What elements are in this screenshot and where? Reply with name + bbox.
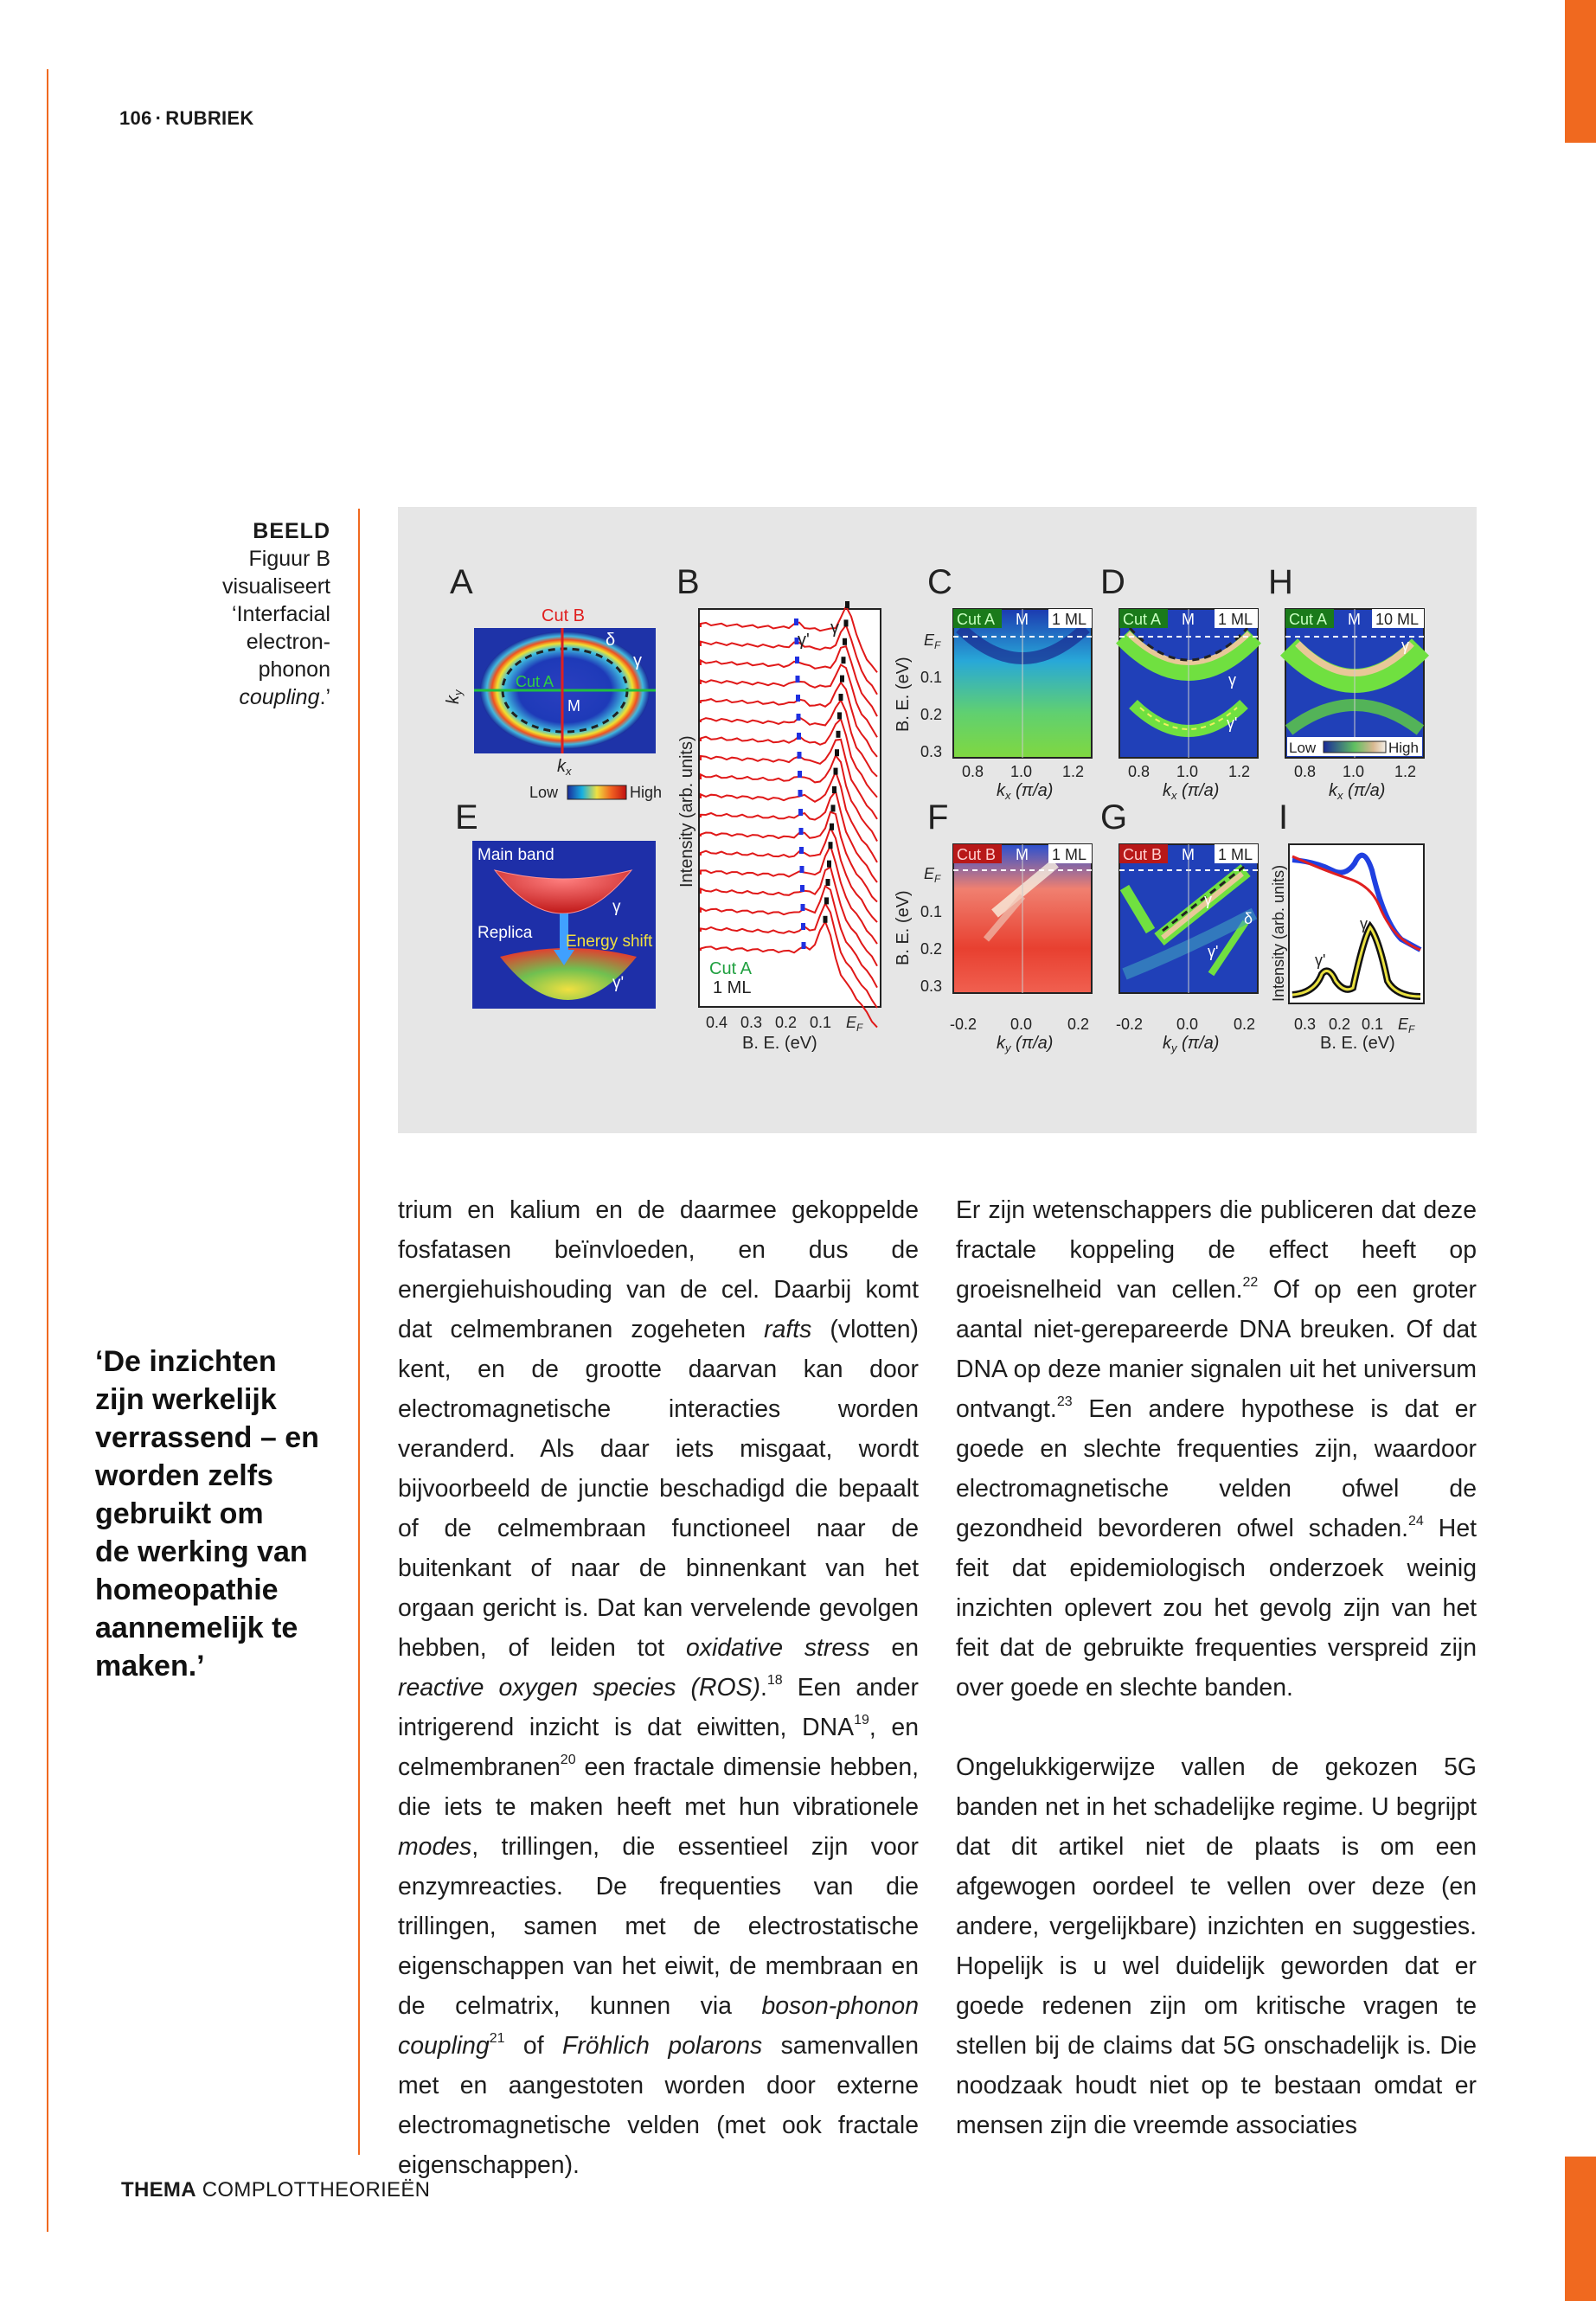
- panel-g-xunit: (π/a): [1176, 1034, 1220, 1053]
- edc-marker-gamma: [842, 657, 846, 663]
- panel-c-ytick: 0.3: [920, 743, 943, 760]
- edc-marker-gamma: [834, 768, 838, 775]
- edc-marker-gamma-prime: [795, 657, 799, 663]
- edc-marker-gamma: [831, 804, 836, 811]
- edc-marker-gamma: [824, 916, 828, 923]
- panel-b-gamma: γ: [830, 619, 839, 638]
- panel-g-xsub: y: [1171, 1042, 1177, 1054]
- body-text: .: [760, 1674, 767, 1702]
- panel-f-ml: 1 ML: [1052, 846, 1087, 863]
- panel-h-xtick: 0.8: [1294, 763, 1317, 780]
- panel-a-kx-sub: x: [566, 765, 572, 778]
- panel-d-xsub: x: [1171, 789, 1177, 802]
- panel-f-ytick: 0.3: [920, 977, 943, 995]
- edc-marker-gamma: [845, 601, 849, 608]
- edc-marker-gamma: [840, 676, 844, 683]
- footer-theme: THEMA: [121, 2178, 196, 2202]
- panel-b-gamma-prime: γ': [798, 631, 810, 650]
- panel-g-m: M: [1182, 846, 1195, 863]
- panel-g-xtick: 0.2: [1234, 1016, 1256, 1033]
- panel-f-xtick: 0.0: [1010, 1016, 1033, 1033]
- panel-letter-b: B: [676, 563, 700, 601]
- body-text: (vlotten) kent, en de grootte daarvan kan door electromagnetische interacties worden veranderd. Als daar iets misgaat, wordt bijvoorbeeld de junctie beschadigd die bepaalt of de celmembraan functioneel naar de buitenkant of naar de binnenkant van het orgaan gericht is. Dat kan vervelende gevolgen hebben, of leiden tot: [398, 1316, 919, 1662]
- panel-i-ylabel: Intensity (arb. units): [1270, 864, 1287, 1002]
- panel-f-ytick: 0.2: [920, 940, 943, 958]
- panel-h-xtick: 1.2: [1394, 763, 1417, 780]
- panel-c-m: M: [1016, 611, 1029, 628]
- body-text: Het feit dat epidemiologisch onderzoek weinig inzichten oplevert zou het gevolg zijn van het feit dat de gebruikte frequenties verspreid zijn over goede en slechte banden.: [956, 1515, 1477, 1702]
- panel-d-cut: Cut A: [1123, 611, 1162, 628]
- edc-marker-gamma: [835, 749, 839, 756]
- panel-letter-e: E: [455, 798, 478, 836]
- figure-svg: [398, 507, 1477, 1133]
- body-text: samenvallen met en aangestoten worden door externe electromagnetische velden (met ook fractale eigenschappen).: [398, 2032, 919, 2179]
- panel-b-ef: E: [846, 1014, 857, 1031]
- panel-b-edc-stack: [677, 601, 881, 1053]
- edc-marker-gamma: [826, 879, 830, 886]
- figure-arpes-panels: [398, 507, 1477, 1133]
- footnote-ref: 24: [1408, 1514, 1424, 1529]
- caption-end: .’: [319, 685, 330, 709]
- panel-f-dispersion: [894, 844, 1092, 1054]
- panel-letter-h: H: [1268, 563, 1293, 601]
- panel-b-ef-sub: F: [856, 1022, 863, 1034]
- panel-i-xtick: 0.2: [1329, 1016, 1351, 1033]
- footnote-ref: 18: [766, 1673, 783, 1688]
- edc-marker-gamma-prime: [799, 847, 804, 854]
- svg-text:kx (π/a): [1163, 781, 1219, 802]
- running-header: [119, 107, 254, 130]
- svg-text:EF: [924, 631, 941, 651]
- panel-a-cut-a: Cut A: [516, 673, 554, 690]
- footnote-ref: 22: [1242, 1275, 1259, 1290]
- panel-h-m: M: [1348, 611, 1361, 628]
- caption-line: visualiseert: [221, 574, 330, 599]
- panel-d-m: M: [1182, 611, 1195, 628]
- panel-b-tick: 0.4: [706, 1014, 728, 1031]
- panel-g-xtick: -0.2: [1116, 1016, 1144, 1033]
- panel-g-cut: Cut B: [1123, 846, 1163, 863]
- panel-d-xlabel: k: [1163, 781, 1171, 800]
- edc-marker-gamma: [829, 842, 833, 849]
- pull-quote-line: maken.’: [95, 1650, 205, 1682]
- panel-a-low: Low: [529, 784, 559, 801]
- header-separator: ·: [155, 107, 163, 129]
- edc-marker-gamma-prime: [800, 885, 804, 892]
- running-footer: [121, 2178, 430, 2202]
- panel-c-xsub: x: [1005, 789, 1011, 802]
- panel-h-xtick: 1.0: [1343, 763, 1365, 780]
- svg-text:EF: [1398, 1016, 1415, 1035]
- panel-a-ky: k: [444, 695, 463, 704]
- edc-marker-gamma: [830, 824, 834, 830]
- panel-f-m: M: [1016, 846, 1029, 863]
- panel-b-xlabel: B. E. (eV): [742, 1034, 817, 1053]
- footnote-ref: 21: [489, 2031, 505, 2046]
- svg-text:kx: [557, 757, 572, 778]
- panel-a-high: High: [630, 784, 663, 801]
- panel-f-xtick: 0.2: [1067, 1016, 1090, 1033]
- panel-f-xtick: -0.2: [950, 1016, 977, 1033]
- figure-caption: [156, 517, 330, 711]
- panel-h-xlabel: k: [1329, 781, 1337, 800]
- edc-marker-gamma-prime: [802, 942, 806, 949]
- panel-f-xsub: y: [1005, 1042, 1011, 1054]
- panel-c-ytick: 0.2: [920, 706, 943, 723]
- panel-d-xunit: (π/a): [1176, 781, 1220, 800]
- caption-line: electron-: [246, 630, 330, 654]
- body-text: of: [504, 2032, 562, 2060]
- left-margin-rule: [47, 69, 48, 2232]
- panel-d-xtick: 0.8: [1128, 763, 1151, 780]
- panel-b-tick: 0.2: [775, 1014, 798, 1031]
- svg-text:EF: [846, 1014, 863, 1034]
- pull-quote-line: worden zelfs: [95, 1459, 273, 1492]
- panel-h-ml: 10 ML: [1375, 611, 1420, 628]
- panel-b-tick: 0.1: [810, 1014, 832, 1031]
- footer-title: COMPLOTTHEORIEËN: [195, 2178, 431, 2202]
- panel-g-xlabel: k: [1163, 1034, 1171, 1053]
- panel-c-ylabel: B. E. (eV): [894, 657, 913, 732]
- panel-d-xtick: 1.2: [1228, 763, 1251, 780]
- panel-e-replica: Replica: [478, 924, 533, 942]
- body-italic: boson-phonon coupling: [398, 1992, 919, 2060]
- body-text: , trillingen, die essentieel zijn voor enzymreacties. De frequenties van die trillingen, samen met de electrostatische eigenschappen van het eiwit, de membraan en de celmatrix, kunnen via: [398, 1833, 919, 2020]
- edc-marker-gamma-prime: [798, 809, 803, 816]
- edc-marker-gamma-prime: [798, 771, 802, 778]
- body-paragraph: [398, 1190, 919, 2185]
- caption-title: BEELD: [253, 519, 330, 543]
- pull-quote-line: homeopathie: [95, 1574, 279, 1606]
- panel-h-10ml: [1285, 609, 1424, 802]
- panel-i-xlabel: B. E. (eV): [1320, 1034, 1395, 1053]
- footnote-ref: 23: [1056, 1394, 1073, 1409]
- caption-italic-word: coupling: [239, 685, 320, 709]
- panel-a-m: M: [567, 697, 580, 715]
- panel-f-ef: E: [924, 865, 935, 882]
- edc-marker-gamma-prime: [799, 828, 804, 835]
- svg-text:EF: [924, 865, 941, 885]
- body-italic: Fröhlich polarons: [561, 2032, 763, 2060]
- panel-c-ml: 1 ML: [1052, 611, 1087, 628]
- panel-d-ml: 1 ML: [1218, 611, 1253, 628]
- panel-letter-d: D: [1100, 563, 1125, 601]
- panel-a-delta: δ: [606, 631, 616, 650]
- edc-marker-gamma-prime: [801, 904, 805, 911]
- panel-letter-i: I: [1279, 798, 1289, 836]
- svg-text:ky (π/a): [1163, 1034, 1219, 1054]
- page-number: 106: [119, 107, 152, 129]
- pull-quote: [95, 1343, 346, 1685]
- panel-g-delta: δ: [1244, 910, 1253, 927]
- edc-marker-gamma-prime: [798, 790, 803, 797]
- edc-marker-gamma-prime: [794, 619, 798, 625]
- panel-c-cut: Cut A: [957, 611, 996, 628]
- panel-h-cut: Cut A: [1289, 611, 1328, 628]
- panel-e-energy-shift: Energy shift: [566, 933, 653, 951]
- panel-a-fermi-surface: [444, 606, 662, 801]
- edc-marker-gamma-prime: [798, 752, 802, 759]
- body-text: Of op een groter aantal niet-gerepareerde DNA breuken. Of dat DNA op deze manier signalen uit het universum ontvangt.: [956, 1276, 1477, 1423]
- pull-quote-line: aannemelijk te: [95, 1612, 298, 1644]
- body-column-left: [398, 1190, 919, 2185]
- body-paragraph: [956, 1190, 1477, 1708]
- caption-line-last: [156, 683, 330, 711]
- panel-i-xtick: 0.1: [1362, 1016, 1384, 1033]
- body-text: , en celmembranen: [398, 1714, 920, 1781]
- edc-marker-gamma-prime: [801, 923, 805, 930]
- edc-marker-gamma-prime: [796, 676, 800, 683]
- orange-edge-tab-bottom: [1565, 2157, 1596, 2301]
- edc-marker-gamma: [837, 712, 842, 719]
- panel-f-xlabel: k: [997, 1034, 1005, 1053]
- edc-marker-gamma-prime: [800, 866, 804, 873]
- panel-d-gamma-prime: γ': [1227, 715, 1238, 732]
- pull-quote-line: zijn werkelijk: [95, 1383, 277, 1416]
- panel-h-gamma: γ: [1401, 637, 1409, 654]
- body-text: Er zijn wetenschappers die publiceren dat deze fractale koppeling de effect heeft op groeisnelheid van cellen.: [956, 1196, 1477, 1304]
- footnote-ref: 20: [560, 1753, 576, 1767]
- edc-marker-gamma-prime: [797, 733, 801, 740]
- panel-f-cut: Cut B: [957, 846, 997, 863]
- body-italic: modes: [398, 1833, 472, 1861]
- panel-i-xtick: 0.3: [1294, 1016, 1317, 1033]
- body-text: en: [869, 1634, 919, 1662]
- panel-i-gamma-prime: γ': [1315, 952, 1326, 969]
- pull-quote-line: gebruikt om: [95, 1497, 264, 1530]
- panel-g-gamma-prime: γ': [1208, 943, 1219, 960]
- panel-h-xsub: x: [1337, 789, 1343, 802]
- panel-b-cut: Cut A: [709, 959, 752, 978]
- panel-i-edc-fit: [1270, 844, 1424, 1053]
- panel-b-tick: 0.3: [740, 1014, 763, 1031]
- panel-c-ytick: 0.1: [920, 669, 943, 686]
- edc-marker-gamma: [832, 786, 836, 793]
- edc-marker-gamma: [843, 638, 847, 645]
- panel-h-low: Low: [1289, 740, 1317, 756]
- pull-quote-line: verrassend – en: [95, 1421, 319, 1454]
- panel-d-xtick: 1.0: [1176, 763, 1199, 780]
- svg-text:ky (π/a): [997, 1034, 1053, 1054]
- panel-letter-f: F: [927, 798, 949, 836]
- body-paragraph: Ongelukkigerwijze vallen de gekozen 5G banden net in het schadelijke regime. U begrijpt dat dit artikel niet de plaats is om een afgewogen oordeel te vellen over deze (en andere, vergelijkbare) inzichten en suggesties. Hopelijk is u wel duidelijk geworden dat er goede redenen zijn om kritische vragen te stellen bij de claims dat 5G onschadelijk is. Die noodzaak houdt niet op te bestaan omdat er mensen zijn die vreemde associaties: [956, 1753, 1477, 2139]
- section-label: RUBRIEK: [165, 107, 254, 129]
- panel-a-ky-sub: y: [452, 689, 465, 695]
- body-text: trium en kalium en de daarmee gekoppelde fosfatasen beïnvloeden, en dus de energiehuishouding van de cel. Daarbij komt dat celmembranen zogeheten: [398, 1196, 919, 1343]
- panel-c-xtick: 0.8: [962, 763, 984, 780]
- caption-line: ‘Interfacial: [232, 602, 330, 626]
- panel-d-gamma: γ: [1228, 671, 1236, 689]
- panel-i-gamma: γ: [1360, 915, 1368, 933]
- panel-h-high: High: [1388, 740, 1419, 756]
- panel-b-ml: 1 ML: [713, 978, 752, 997]
- body-text: Een ander intrigerend inzicht is dat eiwitten, DNA: [398, 1674, 919, 1741]
- body-italic: rafts: [764, 1316, 812, 1343]
- edc-marker-gamma: [844, 619, 849, 626]
- svg-text:ky: [444, 689, 465, 704]
- panel-letter-a: A: [450, 563, 473, 601]
- edc-marker-gamma: [839, 694, 843, 701]
- panel-b-ylabel: Intensity (arb. units): [677, 735, 696, 888]
- body-italic: oxidative stress: [685, 1634, 870, 1662]
- panel-c-dispersion: [894, 609, 1092, 802]
- orange-edge-tab-top: [1565, 0, 1596, 143]
- panel-g-xtick: 0.0: [1176, 1016, 1199, 1033]
- panel-d-second-derivative: [1119, 609, 1258, 802]
- panel-e-main-band: Main band: [478, 846, 554, 864]
- body-column-right: [956, 1190, 1477, 2145]
- panel-i-ef-sub: F: [1408, 1023, 1415, 1035]
- panel-letter-g: G: [1100, 798, 1128, 836]
- panel-f-ylabel: B. E. (eV): [894, 890, 913, 965]
- panel-h-xunit: (π/a): [1343, 781, 1386, 800]
- panel-a-cut-b: Cut B: [542, 606, 586, 625]
- panel-c-xtick: 1.0: [1010, 763, 1033, 780]
- caption-line: Figuur B: [248, 547, 330, 571]
- svg-text:kx (π/a): [997, 781, 1053, 802]
- pull-quote-line: de werking van: [95, 1535, 308, 1568]
- body-text: een fractale dimensie hebben, die iets te maken heeft met hun vibrationele: [398, 1753, 919, 1821]
- edc-marker-gamma-prime: [796, 695, 800, 702]
- panel-f-ef-sub: F: [934, 873, 941, 885]
- body-text: Een andere hypothese is dat er goede en slechte frequenties zijn, waardoor electromagnetische velden ofwel de gezondheid bevorderen ofwel schaden.: [956, 1395, 1477, 1542]
- panel-g-second-derivative: [1116, 844, 1258, 1054]
- panel-letter-c: C: [927, 563, 952, 601]
- panel-f-xunit: (π/a): [1010, 1034, 1054, 1053]
- panel-e-band-schematic: [472, 841, 656, 1009]
- panel-a-gamma: γ: [633, 651, 642, 670]
- pull-quote-line: ‘De inzichten: [95, 1345, 277, 1378]
- footnote-ref: 19: [854, 1713, 869, 1727]
- body-italic: reactive oxygen species (ROS): [398, 1674, 760, 1702]
- edc-marker-gamma: [836, 731, 841, 738]
- sidebar-divider-rule: [358, 509, 360, 2155]
- panel-e-gamma-prime: γ': [612, 974, 625, 992]
- panel-c-xunit: (π/a): [1010, 781, 1054, 800]
- edc-marker-gamma-prime: [797, 714, 801, 721]
- panel-c-ef-sub: F: [934, 639, 941, 651]
- edc-marker-gamma: [827, 861, 831, 868]
- panel-c-xlabel: k: [997, 781, 1005, 800]
- svg-text:kx (π/a): [1329, 781, 1385, 802]
- caption-line: phonon: [258, 657, 330, 682]
- panel-c-ef: E: [924, 631, 935, 649]
- panel-e-gamma: γ: [612, 898, 621, 916]
- panel-f-ytick: 0.1: [920, 903, 943, 920]
- panel-i-ef: E: [1398, 1016, 1409, 1033]
- panel-c-xtick: 1.2: [1062, 763, 1085, 780]
- panel-g-ml: 1 ML: [1218, 846, 1253, 863]
- edc-marker-gamma: [824, 897, 829, 904]
- panel-g-gamma: γ: [1204, 891, 1212, 908]
- panel-a-kx: k: [557, 757, 566, 776]
